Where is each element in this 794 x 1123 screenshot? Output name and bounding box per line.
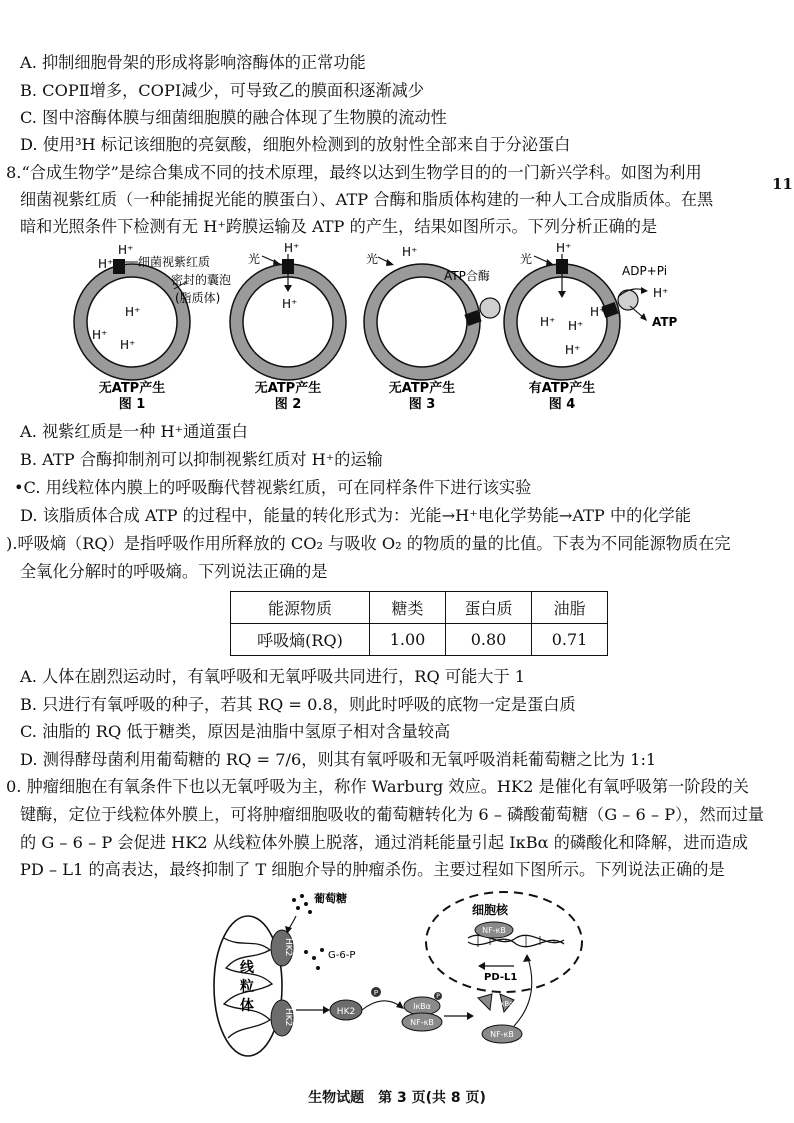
- fig3-light: 光: [366, 252, 379, 266]
- mitochondrion: [214, 916, 282, 1056]
- fig4-h-out-right: H⁺: [653, 286, 669, 300]
- fig4-h-in-2: H⁺: [568, 319, 584, 333]
- fig1-caption-fig: 图 1: [118, 397, 146, 412]
- rq-header-sugar: 糖类: [370, 592, 446, 624]
- fig2-h-out: H⁺: [284, 242, 300, 255]
- glucose-label: 葡萄糖: [314, 892, 347, 905]
- rq-header-substance: 能源物质: [231, 592, 370, 624]
- fig1-h-in-3: H⁺: [120, 338, 136, 352]
- q8-option-a: A. 视紫红质是一种 H⁺通道蛋白: [20, 422, 248, 441]
- margin-page-number: 11: [772, 175, 793, 193]
- fig4-caption-result: 有ATP产生: [528, 381, 596, 396]
- fig1-rhodopsin: [113, 259, 125, 274]
- q7-option-c: C. 图中溶酶体膜与细菌细胞膜的融合体现了生物膜的流动性: [20, 108, 447, 127]
- ikba-fragment-label: IκBα: [498, 1000, 514, 1008]
- fig4-caption-fig: 图 4: [548, 397, 576, 412]
- nucleus-label: 细胞核: [472, 903, 509, 917]
- mito-label-2: 粒: [240, 979, 254, 995]
- table-row: [231, 592, 608, 624]
- fig1-h-out-1: H⁺: [98, 257, 114, 271]
- fig4-label-adp: ADP+Pi: [622, 264, 668, 278]
- hk2-bound-top-label: HK2: [283, 938, 293, 957]
- fig3-atp-synthase-head: [480, 298, 500, 318]
- q9-stem-line-2: 全氧化分解时的呼吸熵。下列说法正确的是: [20, 562, 328, 581]
- q8-option-c: •C. 用线粒体内膜上的呼吸酶代替视紫红质，可在同样条件下进行该实验: [14, 478, 532, 497]
- fig2-caption-result: 无ATP产生: [254, 381, 322, 396]
- complex-ikba-label: IκBα: [413, 1002, 431, 1011]
- fig1-liposome: [74, 243, 231, 412]
- fig4-h-in-3: H⁺: [590, 305, 606, 319]
- q9-option-c: C. 油脂的 RQ 低于糖类，原因是油脂中氢原子相对含量较高: [20, 722, 451, 741]
- rq-table: [230, 591, 608, 656]
- fig4-h-in-4: H⁺: [565, 343, 581, 357]
- nfkb-free-label: NF-κB: [490, 1030, 514, 1039]
- q8-liposome-figure: [70, 242, 720, 417]
- q10-pathway-figure: [210, 888, 590, 1078]
- q7-option-d: D. 使用³H 标记该细胞的亮氨酸，细胞外检测到的放射性全部来自于分泌蛋白: [20, 135, 571, 154]
- q9-option-d: D. 测得酵母菌利用葡萄糖的 RQ = 7/6，则其有氧呼吸和无氧呼吸消耗葡萄糖之比为 1:1: [20, 750, 657, 769]
- q9-stem-line-1: ).呼吸熵（RQ）是指呼吸作用所释放的 CO₂ 与吸收 O₂ 的物质的量的比值。下表为不同能源物质在完: [6, 534, 731, 553]
- q7-option-a: A. 抑制细胞骨架的形成将影响溶酶体的正常功能: [20, 53, 366, 72]
- ikba-nfkb-complex: [402, 992, 442, 1031]
- q9-option-a: A. 人体在剧烈运动时，有氧呼吸和无氧呼吸共同进行，RQ 可能大于 1: [20, 667, 526, 686]
- q8-stem-line-3: 暗和光照条件下检测有无 H⁺跨膜运输及 ATP 的产生，结果如图所示。下列分析正确的是: [20, 217, 658, 236]
- mito-label-3: 体: [240, 998, 254, 1014]
- fig4-label-atp: ATP: [652, 315, 678, 329]
- glucose-molecules: [292, 894, 312, 914]
- fig1-caption-result: 无ATP产生: [98, 381, 166, 396]
- q9-option-b: B. 只进行有氧呼吸的种子，若其 RQ = 0.8，则此时呼吸的底物一定是蛋白质: [20, 695, 576, 714]
- fig1-label-rhodopsin: 细菌视紫红质: [138, 255, 211, 269]
- fig2-caption-fig: 图 2: [274, 397, 302, 412]
- mito-label-1: 线: [240, 960, 254, 976]
- q10-stem-line-4: PD – L1 的高表达，最终抑制了 T 细胞介导的肿瘤杀伤。主要过程如下图所示。下列说法正确的是: [20, 860, 725, 879]
- q10-stem-line-2: 键酶，定位于线粒体外膜上，可将肿瘤细胞吸收的葡萄糖转化为 6 – 磷酸葡萄糖（G – 6 – P），然而过量: [20, 805, 765, 824]
- q8-stem-line-2: 细菌视紫红质（一种能捕捉光能的膜蛋白）、ATP 合酶和脂质体构建的一种人工合成脂质体。在黑: [20, 190, 714, 209]
- q8-option-d: D. 该脂质体合成 ATP 的过程中，能量的转化形式为：光能→H⁺电化学势能→ATP 中的化学能: [20, 506, 691, 525]
- q10-stem-line-1: 0. 肿瘤细胞在有氧条件下也以无氧呼吸为主，称作 Warburg 效应。HK2 是催化有氧呼吸第一阶段的关: [6, 777, 749, 796]
- fig3-caption-result: 无ATP产生: [388, 381, 456, 396]
- g6p-molecules: [304, 948, 324, 970]
- rq-value-fat: 0.71: [532, 624, 608, 656]
- phosphate-label-2: P: [436, 993, 440, 1000]
- phosphate-label-1: P: [373, 989, 379, 997]
- hk2-bound-bottom-label: HK2: [283, 1008, 293, 1027]
- ikba-fragment-1: [478, 994, 492, 1010]
- fig4-h-in-1: H⁺: [540, 315, 556, 329]
- fig2-liposome: [230, 242, 346, 412]
- fig2-light: 光: [248, 252, 261, 266]
- table-row: [231, 624, 608, 656]
- fig1-h-in-1: H⁺: [125, 305, 141, 319]
- hk2-free-label: HK2: [336, 1007, 356, 1017]
- rq-header-fat: 油脂: [532, 592, 608, 624]
- nfkb-nuclear-label: NF-κB: [482, 926, 506, 935]
- fig4-liposome: [504, 242, 678, 412]
- q10-stem-line-3: 的 G – 6 – P 会促进 HK2 从线粒体外膜上脱落，通过消耗能量引起 IκBα 的磷酸化和降解，进而造成: [20, 833, 748, 852]
- q8-stem-line-1: 8.“合成生物学”是综合集成不同的技术原理，最终以达到生物学目的的一门新兴学科。如图为利用: [6, 163, 702, 182]
- fig3-caption-fig: 图 3: [408, 397, 436, 412]
- fig1-label-vesicle-2: (脂质体): [175, 291, 221, 305]
- fig4-light: 光: [520, 252, 533, 266]
- q7-option-b: B. COPⅡ增多，COPⅠ减少，可导致乙的膜面积逐渐减少: [20, 81, 425, 100]
- rq-header-protein: 蛋白质: [446, 592, 532, 624]
- pdl1-label: PD-L1: [484, 972, 518, 983]
- fig4-atp-synthase-head: [618, 290, 638, 310]
- rq-value-protein: 0.80: [446, 624, 532, 656]
- fig3-liposome: [364, 245, 500, 412]
- fig3-label-atp-synthase: ATP合酶: [444, 269, 490, 283]
- fig1-h-out-2: H⁺: [118, 243, 134, 257]
- rq-row-label: 呼吸熵(RQ): [231, 624, 370, 656]
- fig1-label-vesicle-1: 密封的囊泡: [171, 273, 232, 287]
- complex-nfkb-label: NF-κB: [410, 1018, 434, 1027]
- q8-option-b: B. ATP 合酶抑制剂可以抑制视紫红质对 H⁺的运输: [20, 450, 383, 469]
- fig4-h-out-top: H⁺: [556, 242, 572, 255]
- fig1-h-in-2: H⁺: [92, 328, 108, 342]
- page-footer: 生物试题 第 3 页(共 8 页): [308, 1090, 486, 1106]
- g6p-label: G-6-P: [328, 950, 356, 961]
- fig3-h-out: H⁺: [402, 245, 418, 259]
- rq-value-sugar: 1.00: [370, 624, 446, 656]
- fig2-h-in: H⁺: [282, 297, 298, 311]
